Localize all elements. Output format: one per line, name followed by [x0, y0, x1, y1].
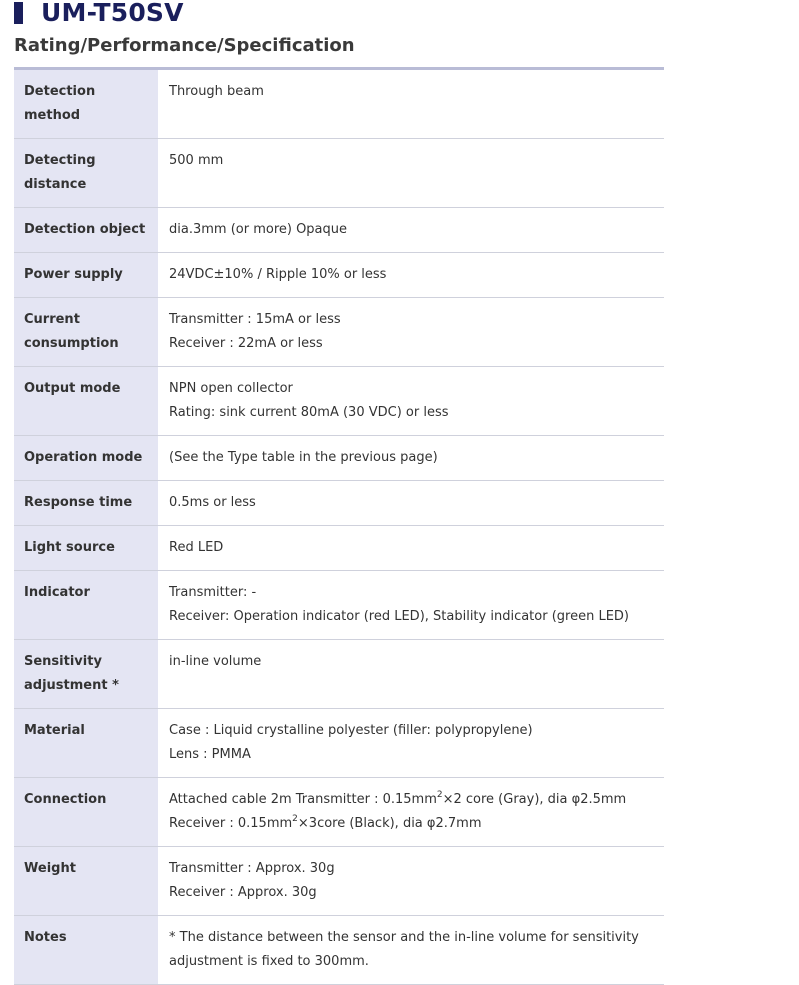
spec-value-line: NPN open collector [169, 381, 293, 396]
spec-label: Material [14, 709, 158, 778]
spec-row [14, 69, 664, 139]
spec-value-text: Receiver : 0.15mm [169, 816, 293, 831]
spec-value-line: Through beam [169, 84, 264, 99]
spec-label: Output mode [14, 367, 158, 436]
spec-label: Current consumption [14, 298, 158, 367]
spec-value [158, 253, 664, 298]
spec-value-line: Lens : PMMA [169, 747, 251, 762]
spec-value [158, 847, 664, 916]
spec-row [14, 139, 664, 208]
spec-value-text: ×2 core (Gray), dia φ2.5mm [442, 792, 627, 807]
spec-row [14, 481, 664, 526]
section-title: Rating/Performance/Specification [14, 35, 355, 56]
spec-value [158, 367, 664, 436]
spec-value [158, 916, 664, 985]
spec-value [158, 778, 664, 847]
spec-label: Weight [14, 847, 158, 916]
spec-value [158, 69, 664, 139]
spec-value-line: * The distance between the sensor and the in-line volume for sensitivity adjustment is fixed to 300mm. [169, 930, 639, 969]
spec-label: Light source [14, 526, 158, 571]
spec-label: Connection [14, 778, 158, 847]
page-title: UM-T50SV [41, 0, 184, 27]
spec-label: Indicator [14, 571, 158, 640]
spec-label: Notes [14, 916, 158, 985]
spec-value-line [169, 788, 656, 812]
spec-value-line [169, 812, 656, 836]
spec-value-line: Receiver: Operation indicator (red LED), Stability indicator (green LED) [169, 609, 629, 624]
spec-value-line: 0.5ms or less [169, 495, 256, 510]
spec-value [158, 436, 664, 481]
spec-value-line: (See the Type table in the previous page) [169, 450, 438, 465]
spec-value-line: 500 mm [169, 153, 224, 168]
title-accent-bar [14, 2, 23, 24]
spec-value [158, 298, 664, 367]
spec-row [14, 847, 664, 916]
spec-value-line: Receiver : 22mA or less [169, 336, 323, 351]
spec-row [14, 367, 664, 436]
spec-row [14, 253, 664, 298]
spec-value [158, 571, 664, 640]
spec-value-line: Rating: sink current 80mA (30 VDC) or less [169, 405, 449, 420]
spec-row [14, 436, 664, 481]
spec-label: Response time [14, 481, 158, 526]
spec-value-line: dia.3mm (or more) Opaque [169, 222, 348, 237]
spec-row [14, 709, 664, 778]
spec-value-line: in-line volume [169, 654, 262, 669]
spec-value-line: 24VDC±10% / Ripple 10% or less [169, 267, 387, 282]
spec-label: Power supply [14, 253, 158, 298]
spec-value-text: ×3core (Black), dia φ2.7mm [297, 816, 482, 831]
spec-value [158, 526, 664, 571]
spec-value-line: Transmitter: - [169, 585, 257, 600]
spec-row [14, 208, 664, 253]
spec-row [14, 526, 664, 571]
spec-value-line: Case : Liquid crystalline polyester (filler: polypropylene) [169, 723, 533, 738]
spec-label: Detection object [14, 208, 158, 253]
spec-row [14, 778, 664, 847]
spec-value-text: Attached cable 2m Transmitter : 0.15mm [169, 792, 437, 807]
spec-label: Detection method [14, 69, 158, 139]
spec-value [158, 709, 664, 778]
page-header [14, 0, 184, 26]
spec-table [14, 67, 664, 985]
spec-label: Operation mode [14, 436, 158, 481]
spec-value-line: Red LED [169, 540, 224, 555]
spec-value-line: Transmitter : Approx. 30g [169, 861, 335, 876]
spec-row [14, 640, 664, 709]
spec-label: Sensitivity adjustment * [14, 640, 158, 709]
spec-label: Detecting distance [14, 139, 158, 208]
spec-row [14, 916, 664, 985]
spec-value [158, 139, 664, 208]
spec-table-body [14, 69, 664, 985]
spec-value-line: Transmitter : 15mA or less [169, 312, 341, 327]
spec-row [14, 298, 664, 367]
spec-value [158, 640, 664, 709]
spec-row [14, 571, 664, 640]
superscript: 2 [292, 814, 298, 824]
superscript: 2 [436, 790, 443, 800]
spec-value [158, 208, 664, 253]
spec-value [158, 481, 664, 526]
spec-value-line: Receiver : Approx. 30g [169, 885, 317, 900]
